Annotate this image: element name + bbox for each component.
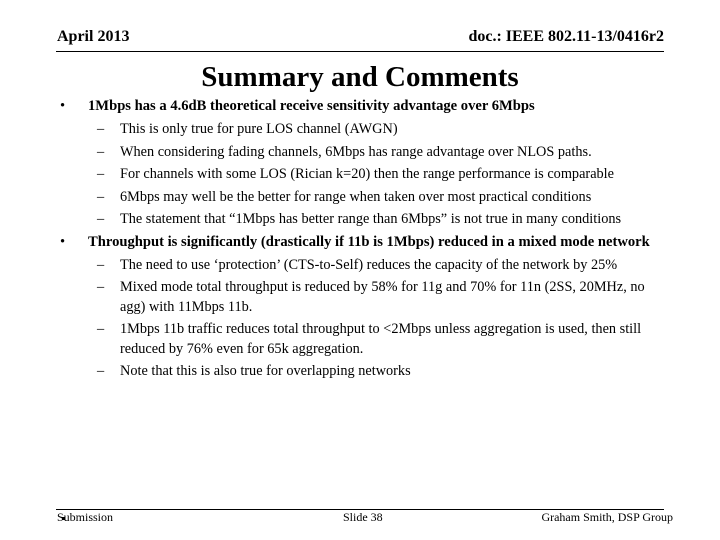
sub-bullet-text: This is only true for pure LOS channel (AWGN) [120, 121, 398, 137]
sub-bullet [55, 188, 667, 208]
dash-marker: – [97, 363, 105, 379]
dash-marker: – [97, 256, 105, 273]
dash-marker: – [97, 121, 105, 137]
sub-bullet [55, 256, 667, 276]
sub-bullet-text: The statement that “1Mbps has better range than 6Mbps” is not true in many conditions [120, 211, 622, 227]
dash-marker: – [97, 279, 105, 295]
header-date: April 2013 [57, 28, 130, 45]
dash-marker: – [97, 321, 105, 337]
bullet-marker: • [60, 98, 66, 114]
dash-marker: – [97, 211, 105, 227]
sub-bullet-text: Note that this is also true for overlapping networks [120, 363, 411, 379]
sub-bullet [55, 120, 667, 140]
bullet-text: 1Mbps has a 4.6dB theoretical receive sensitivity advantage over 6Mbps [88, 98, 535, 114]
dash-marker: – [97, 143, 105, 160]
sub-bullet [55, 165, 667, 185]
bullet-sensitivity [55, 97, 667, 116]
footer-author: Graham Smith, DSP Group [541, 510, 673, 524]
sub-bullet [55, 320, 667, 359]
header-doc-id: doc.: IEEE 802.11-13/0416r2 [468, 28, 664, 45]
sub-bullet-text: For channels with some LOS (Rician k=20) then the range performance is comparable [120, 166, 615, 182]
bullet-text: Throughput is significantly (drastically if 11b is 1Mbps) reduced in a mixed mode network [88, 233, 650, 250]
slide-body [55, 97, 667, 385]
footer-slide-number: Slide 38 [343, 510, 383, 524]
sub-bullet-text: When considering fading channels, 6Mbps has range advantage over NLOS paths. [120, 143, 592, 160]
header-divider [56, 51, 664, 52]
sub-bullet-text: The need to use ‘protection’ (CTS-to-Self) reduces the capacity of the network by 25% [120, 256, 618, 273]
dash-marker: – [97, 166, 105, 182]
sub-bullet [55, 143, 667, 163]
sub-bullet [55, 278, 667, 317]
footer-submission: Submission [57, 510, 114, 524]
sub-bullet [55, 362, 667, 382]
slide-title: Summary and Comments [201, 61, 519, 93]
sub-bullet-text: Mixed mode total throughput is reduced by 58% for 11g and 70% for 11n (2SS, 20MHz, no agg) with 11Mbps 11b. [120, 279, 645, 315]
sub-bullet-text: 6Mbps may well be the better for range when taken over most practical conditions [120, 188, 592, 205]
sub-bullet [55, 210, 667, 230]
dash-marker: – [97, 188, 105, 205]
sub-bullet-text: 1Mbps 11b traffic reduces total throughput to <2Mbps unless aggregation is used, then still reduced by 76% even for 65k aggregation. [120, 321, 642, 357]
bullet-throughput [55, 233, 667, 252]
bullet-marker: • [60, 233, 66, 250]
